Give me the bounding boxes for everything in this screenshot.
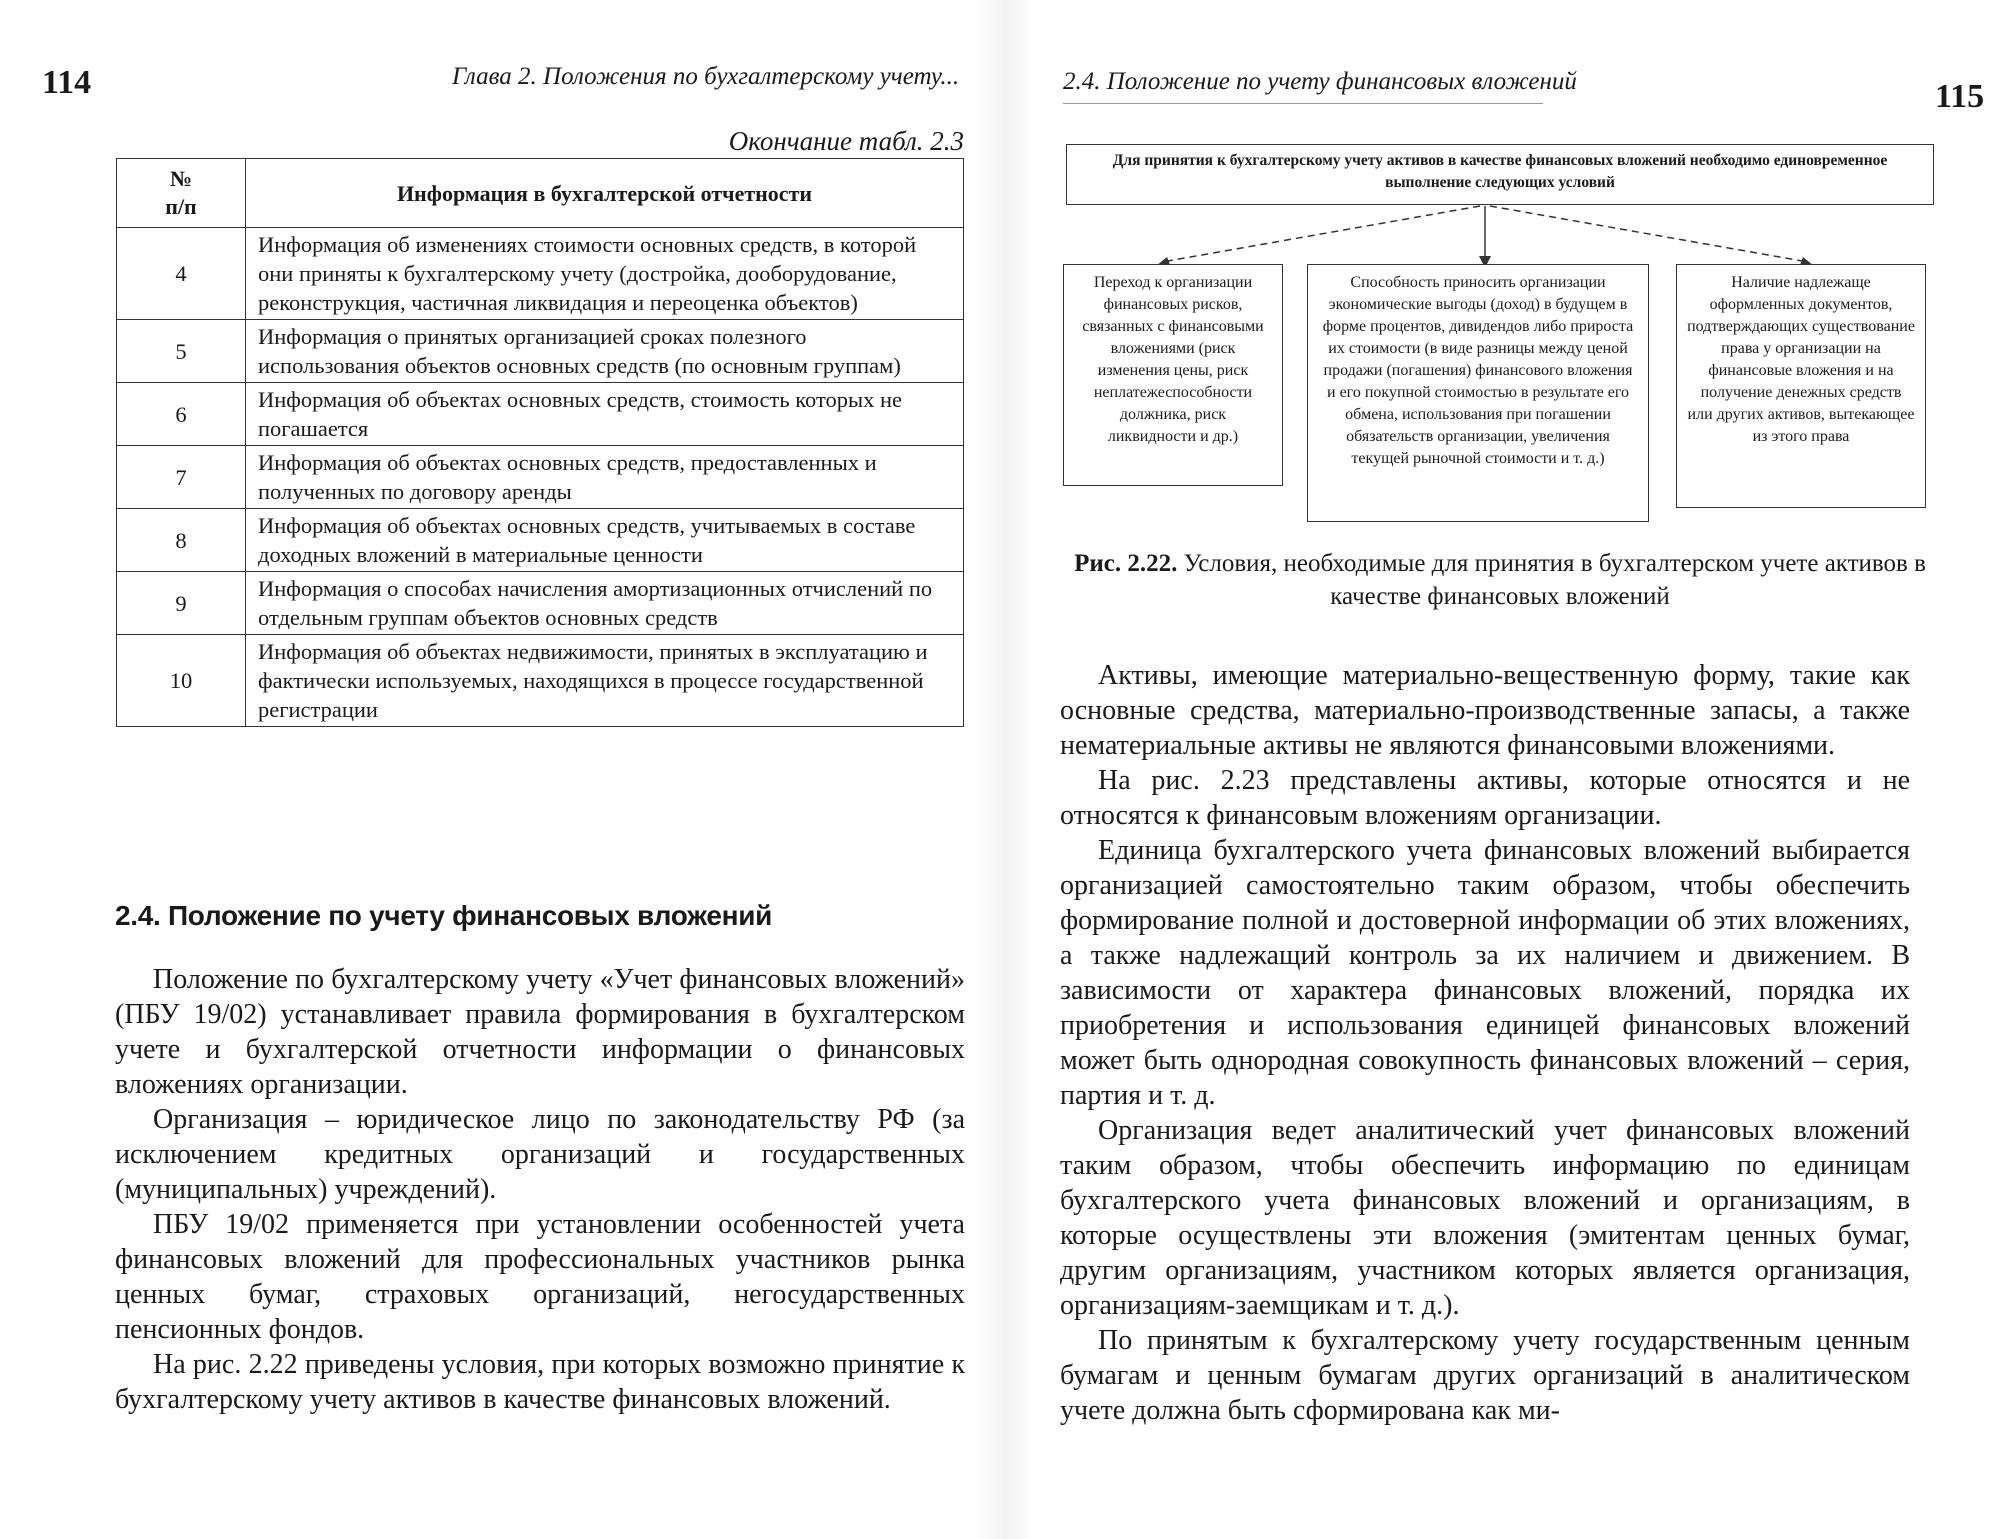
row-number: 6 [117, 383, 246, 446]
diagram-arrows [1040, 200, 1960, 270]
paragraph: ПБУ 19/02 применяется при установлении особенностей учета финансовых вложений для профессиональных участников рынка ценных бумаг, страховых организаций, негосударственных пенсионных фондов. [115, 1209, 965, 1345]
row-text: Информация об объектах основных средств, предоставленных и полученных по договору аренды [246, 446, 964, 509]
figure-caption-label: Рис. 2.22. [1074, 550, 1178, 577]
row-text: Информация об изменениях стоимости основных средств, в которой они приняты к бухгалтерскому учету (достройка, дооборудование, реконструкция, частичная ликвидация и переоценка объектов) [246, 228, 964, 320]
paragraph: На рис. 2.22 приведены условия, при которых возможно принятие к бухгалтерскому учету активов в качестве финансовых вложений. [115, 1349, 965, 1415]
table-header-row [117, 159, 964, 228]
table-row [117, 383, 964, 446]
left-body-text [115, 962, 965, 1417]
section-heading: 2.4. Положение по учету финансовых вложений [115, 900, 773, 931]
table-row [117, 446, 964, 509]
table-row [117, 635, 964, 727]
table-row [117, 228, 964, 320]
table-row [117, 572, 964, 635]
paragraph: Единица бухгалтерского учета финансовых вложений выбирается организацией самостоятельно таким образом, чтобы обеспечить формирование полной и достоверной информации об этих вложениях, а также надлежащий контроль за их наличием и движением. В зависимости от характера финансовых вложений, порядка их приобретения и использования единицей финансовых вложений может быть однородная совокупность финансовых вложений – серия, партия и т. д. [1060, 835, 1910, 1111]
paragraph: Организация ведет аналитический учет финансовых вложений таким образом, чтобы обеспечить информацию по единицам бухгалтерского учета финансовых вложений и организациям, в которые осуществлены эти вложения (эмитентам ценных бумаг, другим организациям, участником которых является организация, организациям-заемщикам и т. д.). [1060, 1115, 1910, 1321]
header-number: № п/п [117, 159, 246, 228]
figure-caption [1040, 547, 1960, 613]
condition-box-economic-benefit: Способность приносить организации экономические выгоды (доход) в будущем в форме процентов, дивидендов либо прироста их стоимости (в виде разницы между ценой продажи (погашения) финансового вложения и его покупной стоимостью в результате его обмена, использования при погашении обязательств организации, увеличения текущей рыночной стоимости и т. д.) [1307, 264, 1649, 522]
table-row [117, 320, 964, 383]
page-number-right: 115 [1935, 78, 1985, 115]
diagram-top-box: Для принятия к бухгалтерскому учету активов в качестве финансовых вложений необходимо единовременное выполнение следующих условий [1066, 144, 1934, 205]
running-head-right: 2.4. Положение по учету финансовых вложений [1063, 68, 1577, 95]
row-number: 7 [117, 446, 246, 509]
header-info: Информация в бухгалтерской отчетности [246, 159, 964, 228]
row-number: 10 [117, 635, 246, 727]
arrow-lines [1162, 206, 1808, 262]
page-number-left: 114 [42, 64, 92, 101]
condition-box-risk: Переход к организации финансовых рисков, связанных с финансовыми вложениями (риск изменения цены, риск неплатежеспособности должника, риск ликвидности и др.) [1063, 264, 1283, 486]
table-row [117, 509, 964, 572]
info-table [116, 158, 964, 727]
row-number: 9 [117, 572, 246, 635]
row-text: Информация об объектах основных средств, стоимость которых не погашается [246, 383, 964, 446]
header-rule [1063, 103, 1543, 104]
book-gutter [975, 0, 1035, 1539]
paragraph: Активы, имеющие материально-вещественную форму, такие как основные средства, материально-производственные запасы, а также нематериальные активы не являются финансовыми вложениями. [1060, 660, 1910, 761]
row-text: Информация о принятых организацией сроках полезного использования объектов основных средств (по основным группам) [246, 320, 964, 383]
row-number: 8 [117, 509, 246, 572]
paragraph: Организация – юридическое лицо по законодательству РФ (за исключением кредитных организаций и государственных (муниципальных) учреждений). [115, 1104, 965, 1205]
figure-caption-text: Условия, необходимые для принятия в бухгалтерском учете активов в качестве финансовых вложений [1183, 550, 1926, 610]
paragraph: Положение по бухгалтерскому учету «Учет финансовых вложений» (ПБУ 19/02) устанавливает правила формирования в бухгалтерском учете и бухгалтерской отчетности информации о финансовых вложениях организации. [115, 964, 965, 1100]
row-text: Информация об объектах недвижимости, принятых в эксплуатацию и фактически используемых, находящихся в процессе государственной регистрации [246, 635, 964, 727]
right-body-text [1060, 658, 1910, 1428]
condition-box-documents: Наличие надлежаще оформленных документов, подтверждающих существование права у организации на финансовые вложения и на получение денежных средств или других активов, вытекающее из этого права [1676, 264, 1926, 508]
arrow-right [1490, 206, 1808, 262]
row-number: 5 [117, 320, 246, 383]
paragraph: На рис. 2.23 представлены активы, которые относятся и не относятся к финансовым вложениям организации. [1060, 765, 1910, 831]
table-caption: Окончание табл. 2.3 [728, 126, 964, 156]
row-text: Информация о способах начисления амортизационных отчислений по отдельным группам объектов основных средств [246, 572, 964, 635]
running-head-left: Глава 2. Положения по бухгалтерскому учету... [452, 63, 960, 90]
row-text: Информация об объектах основных средств, учитываемых в составе доходных вложений в материальные ценности [246, 509, 964, 572]
arrow-left [1162, 206, 1480, 262]
paragraph: По принятым к бухгалтерскому учету государственным ценным бумагам и ценным бумагам других организаций в аналитическом учете должна быть сформирована как ми- [1060, 1325, 1910, 1426]
row-number: 4 [117, 228, 246, 320]
